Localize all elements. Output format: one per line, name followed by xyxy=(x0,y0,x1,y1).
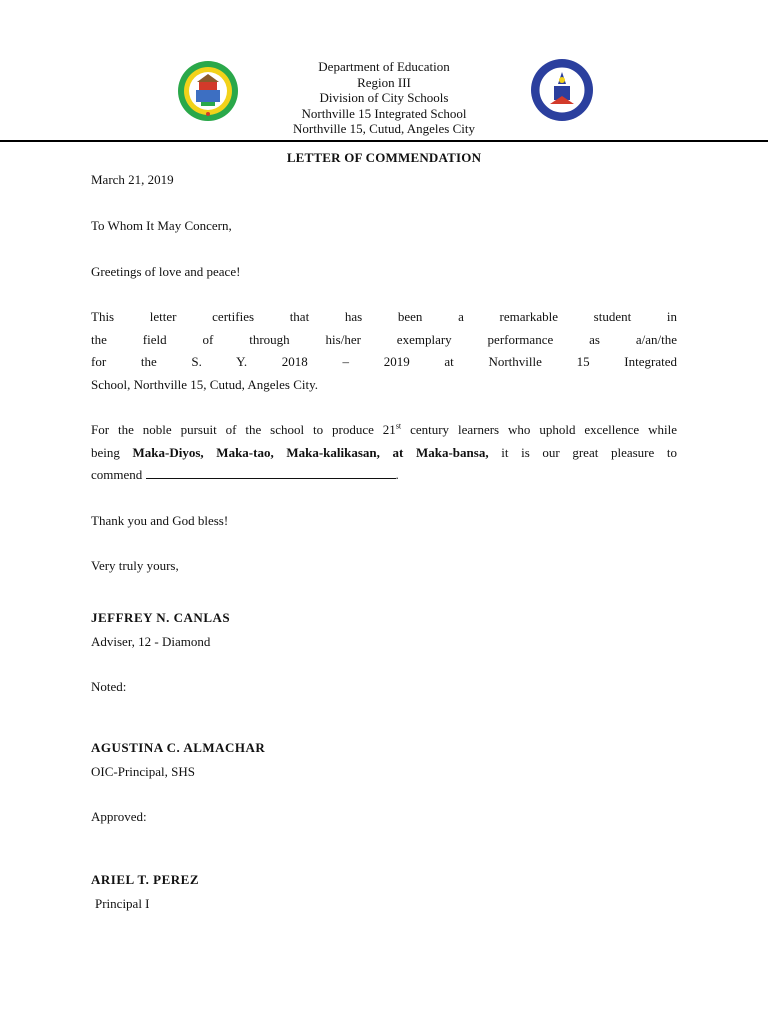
text: For the noble pursuit of the school to produce 21 xyxy=(91,422,396,437)
text: it is our great pleasure to xyxy=(501,445,678,460)
salutation: To Whom It May Concern, xyxy=(91,218,232,233)
oic-principal-name: AGUSTINA C. ALMACHAR xyxy=(91,740,266,755)
text: has been a remarkable student in xyxy=(344,309,677,324)
text: being xyxy=(91,445,120,460)
text: This letter certifies that xyxy=(91,309,310,324)
letterhead-line: Northville 15 Integrated School xyxy=(301,105,467,121)
oic-principal-role: OIC-Principal, SHS xyxy=(91,764,195,779)
letterhead xyxy=(230,59,538,137)
adviser-name: JEFFREY N. CANLAS xyxy=(91,610,231,625)
approved-label: Approved: xyxy=(91,809,147,824)
paragraph-1-line-3 xyxy=(91,354,677,370)
paragraph-2-line-2 xyxy=(91,445,677,461)
letterhead-line: Region III xyxy=(357,74,411,90)
letterhead-line: Department of Education xyxy=(318,59,450,74)
paragraph-1-line-2 xyxy=(91,332,677,348)
text: through his/her exemplary performance as a/an/the xyxy=(249,332,677,347)
letterhead-line: Northville 15, Cutud, Angeles City xyxy=(293,121,475,136)
text xyxy=(91,422,401,437)
text: . xyxy=(395,467,399,482)
document-title: LETTER OF COMMENDATION xyxy=(286,150,482,165)
core-values: Maka-Diyos, Maka-tao, Maka-kalikasan, at Maka-bansa, xyxy=(132,445,489,460)
paragraph-1-line-4: School, Northville 15, Cutud, Angeles City. xyxy=(91,377,319,392)
paragraph-2-line-1 xyxy=(91,422,677,438)
letterhead-line: Division of City Schools xyxy=(319,90,449,105)
text: century learners who uphold excellence while xyxy=(410,422,677,437)
letter-date: March 21, 2019 xyxy=(91,172,174,187)
principal-role: Principal I xyxy=(95,896,150,911)
adviser-role: Adviser, 12 - Diamond xyxy=(91,634,211,649)
commend-blank[interactable] xyxy=(146,467,396,479)
header-divider xyxy=(0,140,768,142)
superscript: st xyxy=(395,421,402,431)
paragraph-1-line-1 xyxy=(91,309,677,325)
closing-thanks: Thank you and God bless! xyxy=(91,513,229,528)
text: for the S. Y. 2018 – 2019 at Northville 15 Integrated xyxy=(91,354,677,369)
principal-name: ARIEL T. PEREZ xyxy=(91,872,200,887)
deped-seal-icon xyxy=(530,58,594,122)
closing-valediction: Very truly yours, xyxy=(91,558,179,573)
text: commend xyxy=(91,467,143,482)
greeting: Greetings of love and peace! xyxy=(91,264,241,279)
paragraph-2-line-3 xyxy=(91,467,399,483)
text: the field of xyxy=(91,332,214,347)
noted-label: Noted: xyxy=(91,679,127,694)
